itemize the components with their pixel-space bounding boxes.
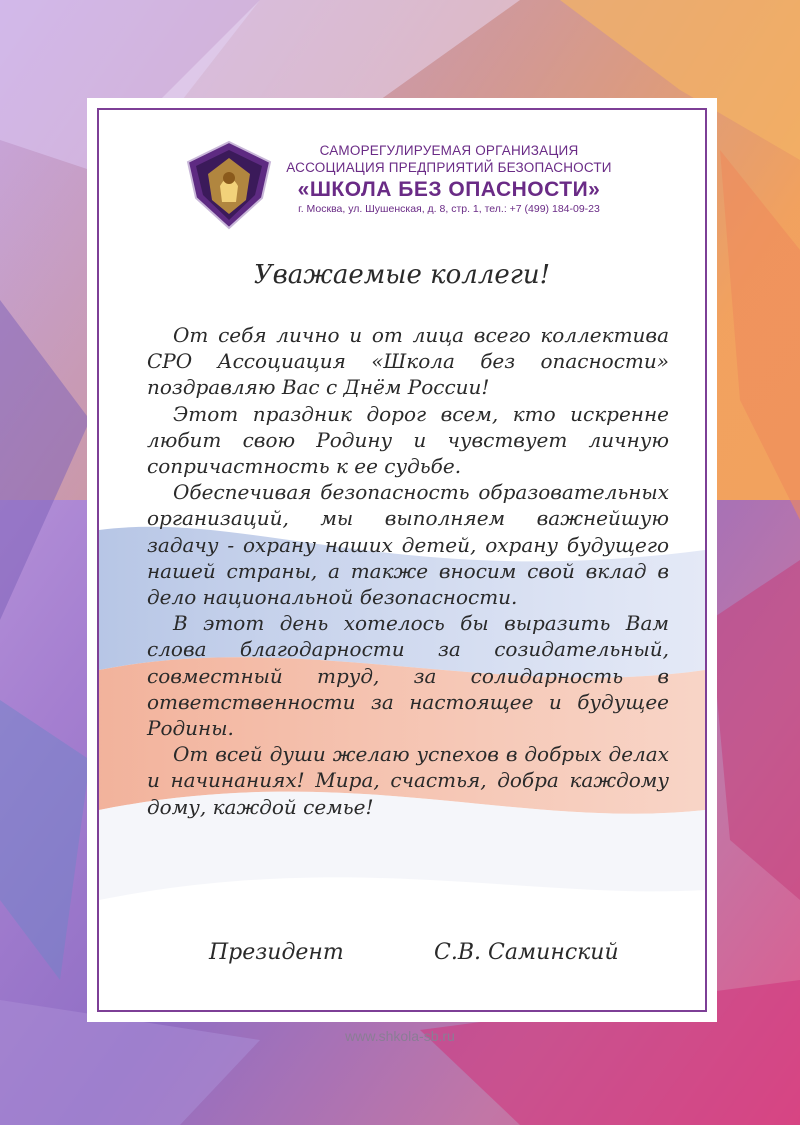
footer-website: www.shkola-sb.ru [345,1028,455,1044]
org-association-line: АССОЦИАЦИЯ ПРЕДПРИЯТИЙ БЕЗОПАСНОСТИ [286,160,612,175]
org-type-line: САМОРЕГУЛИРУЕМАЯ ОРГАНИЗАЦИЯ [319,143,579,158]
signature-title: Президент [209,940,344,965]
letter-border [97,108,707,1012]
letter-paragraph: От всей души желаю успехов в добрых делах и начинаниях! Мира, счастья, добра каждому дому, каждой семье! [147,742,669,819]
letter-greeting: Уважаемые коллеги! [253,260,551,290]
letter-paragraph: Обеспечивая безопасность образовательных организаций, мы выполняем важнейшую задачу - охрану наших детей, охрану будущего нашей страны, а также вносим свой вклад в дело национальной безопасности. [147,480,669,610]
association-logo [184,140,274,230]
letter-frame [87,98,717,1022]
letter-paragraph: От себя лично и от лица всего коллектива СРО Ассоциация «Школа без опасности» поздравляю Вас с Днём России! [147,323,669,400]
letter-body [147,322,669,820]
organization-header [284,142,614,216]
letter-paragraph: Этот праздник дорог всем, кто искренне любит свою Родину и чувствует личную сопричастность к ее судьбе. [147,401,669,479]
org-address: г. Москва, ул. Шушенская, д. 8, стр. 1, тел.: +7 (499) 184-09-23 [298,203,600,215]
letter-paragraph: В этот день хотелось бы выразить Вам слова благодарности за созидательный, совместный труд, за солидарность в ответственности за настоящее и будущее Родины. [147,611,669,741]
signature-name: С.В. Саминский [434,940,619,965]
org-name: «ШКОЛА БЕЗ ОПАСНОСТИ» [297,178,601,201]
